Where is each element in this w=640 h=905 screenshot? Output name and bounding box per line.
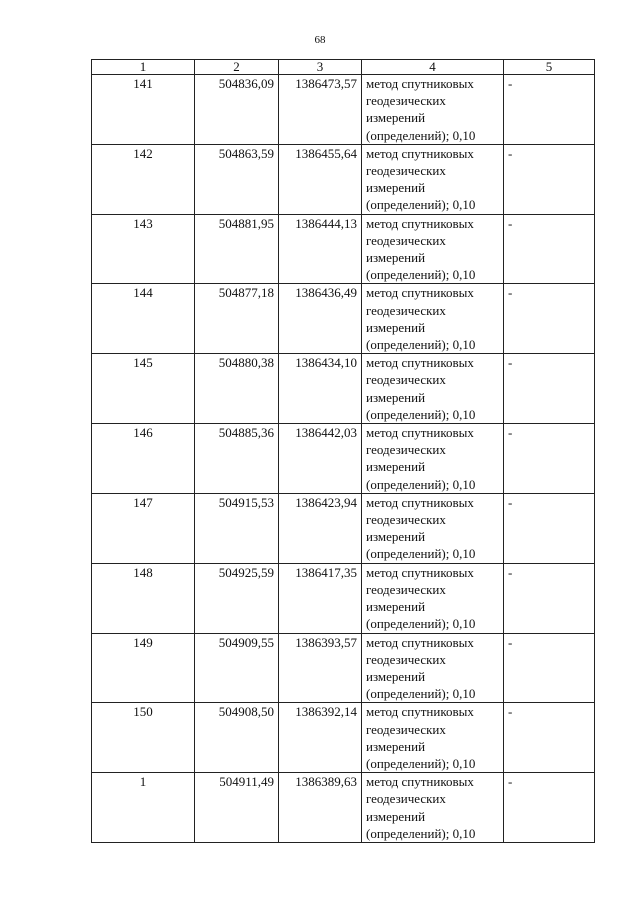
x-coordinate-cell: 504877,18 xyxy=(195,284,279,354)
x-coordinate-cell: 504908,50 xyxy=(195,703,279,773)
y-coordinate-cell: 1386393,57 xyxy=(279,633,362,703)
method-line: (определений); 0,10 xyxy=(366,825,476,841)
method-line: геодезических xyxy=(366,721,446,737)
y-coordinate-cell: 1386392,14 xyxy=(279,703,362,773)
method-line: геодезических xyxy=(366,512,446,528)
method-line: (определений); 0,10 xyxy=(366,267,476,283)
point-number-cell: 150 xyxy=(92,703,195,773)
point-number-cell: 1 xyxy=(92,773,195,843)
method-cell xyxy=(362,493,504,563)
table-row xyxy=(92,75,595,145)
point-number-cell: 144 xyxy=(92,284,195,354)
method-line: метод спутниковых xyxy=(366,215,474,231)
method-cell xyxy=(362,214,504,284)
table-row xyxy=(92,144,595,214)
method-line: измерений xyxy=(366,180,426,196)
note-cell: - xyxy=(504,563,595,633)
method-line: метод спутниковых xyxy=(366,285,474,301)
table-row xyxy=(92,773,595,843)
method-line: (определений); 0,10 xyxy=(366,476,476,492)
x-coordinate-cell: 504915,53 xyxy=(195,493,279,563)
method-cell xyxy=(362,284,504,354)
y-coordinate-cell: 1386423,94 xyxy=(279,493,362,563)
method-line: измерений xyxy=(366,529,426,545)
table-row xyxy=(92,354,595,424)
point-number-cell: 143 xyxy=(92,214,195,284)
method-line: измерений xyxy=(366,738,426,754)
note-cell: - xyxy=(504,354,595,424)
method-cell xyxy=(362,703,504,773)
coordinates-table xyxy=(91,59,595,843)
y-coordinate-cell: 1386444,13 xyxy=(279,214,362,284)
y-coordinate-cell: 1386434,10 xyxy=(279,354,362,424)
note-cell: - xyxy=(504,75,595,145)
method-line: геодезических xyxy=(366,372,446,388)
note-cell: - xyxy=(504,633,595,703)
table-row xyxy=(92,424,595,494)
point-number-cell: 148 xyxy=(92,563,195,633)
method-line: метод спутниковых xyxy=(366,704,474,720)
method-cell xyxy=(362,773,504,843)
method-line: геодезических xyxy=(366,791,446,807)
method-line: (определений); 0,10 xyxy=(366,406,476,422)
method-line: геодезических xyxy=(366,651,446,667)
method-line: измерений xyxy=(366,389,426,405)
note-cell: - xyxy=(504,493,595,563)
method-line: геодезических xyxy=(366,232,446,248)
method-line: (определений); 0,10 xyxy=(366,616,476,632)
point-number-cell: 146 xyxy=(92,424,195,494)
y-coordinate-cell: 1386455,64 xyxy=(279,144,362,214)
x-coordinate-cell: 504911,49 xyxy=(195,773,279,843)
table-row xyxy=(92,633,595,703)
method-line: метод спутниковых xyxy=(366,494,474,510)
method-line: геодезических xyxy=(366,93,446,109)
table-row xyxy=(92,563,595,633)
method-line: метод спутниковых xyxy=(366,425,474,441)
method-line: измерений xyxy=(366,599,426,615)
note-cell: - xyxy=(504,773,595,843)
point-number-cell: 141 xyxy=(92,75,195,145)
point-number-cell: 142 xyxy=(92,144,195,214)
column-header: 4 xyxy=(362,60,504,75)
x-coordinate-cell: 504925,59 xyxy=(195,563,279,633)
method-cell xyxy=(362,354,504,424)
method-line: геодезических xyxy=(366,581,446,597)
x-coordinate-cell: 504836,09 xyxy=(195,75,279,145)
method-line: геодезических xyxy=(366,163,446,179)
table-header-row xyxy=(92,60,595,75)
method-line: геодезических xyxy=(366,302,446,318)
column-header: 1 xyxy=(92,60,195,75)
method-line: (определений); 0,10 xyxy=(366,755,476,771)
x-coordinate-cell: 504880,38 xyxy=(195,354,279,424)
y-coordinate-cell: 1386442,03 xyxy=(279,424,362,494)
x-coordinate-cell: 504863,59 xyxy=(195,144,279,214)
method-line: (определений); 0,10 xyxy=(366,127,476,143)
method-line: (определений); 0,10 xyxy=(366,546,476,562)
y-coordinate-cell: 1386436,49 xyxy=(279,284,362,354)
x-coordinate-cell: 504909,55 xyxy=(195,633,279,703)
method-cell xyxy=(362,424,504,494)
point-number-cell: 149 xyxy=(92,633,195,703)
method-line: (определений); 0,10 xyxy=(366,686,476,702)
x-coordinate-cell: 504881,95 xyxy=(195,214,279,284)
y-coordinate-cell: 1386389,63 xyxy=(279,773,362,843)
note-cell: - xyxy=(504,703,595,773)
x-coordinate-cell: 504885,36 xyxy=(195,424,279,494)
note-cell: - xyxy=(504,284,595,354)
note-cell: - xyxy=(504,144,595,214)
method-line: измерений xyxy=(366,250,426,266)
method-line: измерений xyxy=(366,110,426,126)
method-line: измерений xyxy=(366,319,426,335)
column-header: 2 xyxy=(195,60,279,75)
method-line: измерений xyxy=(366,459,426,475)
method-line: метод спутниковых xyxy=(366,145,474,161)
method-line: измерений xyxy=(366,808,426,824)
method-line: измерений xyxy=(366,668,426,684)
page-number: 68 xyxy=(314,34,326,46)
note-cell: - xyxy=(504,214,595,284)
column-header: 5 xyxy=(504,60,595,75)
table-row xyxy=(92,703,595,773)
table-row xyxy=(92,214,595,284)
point-number-cell: 147 xyxy=(92,493,195,563)
method-line: метод спутниковых xyxy=(366,774,474,790)
note-cell: - xyxy=(504,424,595,494)
method-cell xyxy=(362,144,504,214)
method-line: (определений); 0,10 xyxy=(366,337,476,353)
method-line: (определений); 0,10 xyxy=(366,197,476,213)
method-line: метод спутниковых xyxy=(366,634,474,650)
method-cell xyxy=(362,75,504,145)
y-coordinate-cell: 1386417,35 xyxy=(279,563,362,633)
table-row xyxy=(92,493,595,563)
method-cell xyxy=(362,633,504,703)
method-line: метод спутниковых xyxy=(366,76,474,91)
method-line: метод спутниковых xyxy=(366,564,474,580)
y-coordinate-cell: 1386473,57 xyxy=(279,75,362,145)
column-header: 3 xyxy=(279,60,362,75)
method-line: метод спутниковых xyxy=(366,355,474,371)
table-row xyxy=(92,284,595,354)
method-line: геодезических xyxy=(366,442,446,458)
method-cell xyxy=(362,563,504,633)
point-number-cell: 145 xyxy=(92,354,195,424)
